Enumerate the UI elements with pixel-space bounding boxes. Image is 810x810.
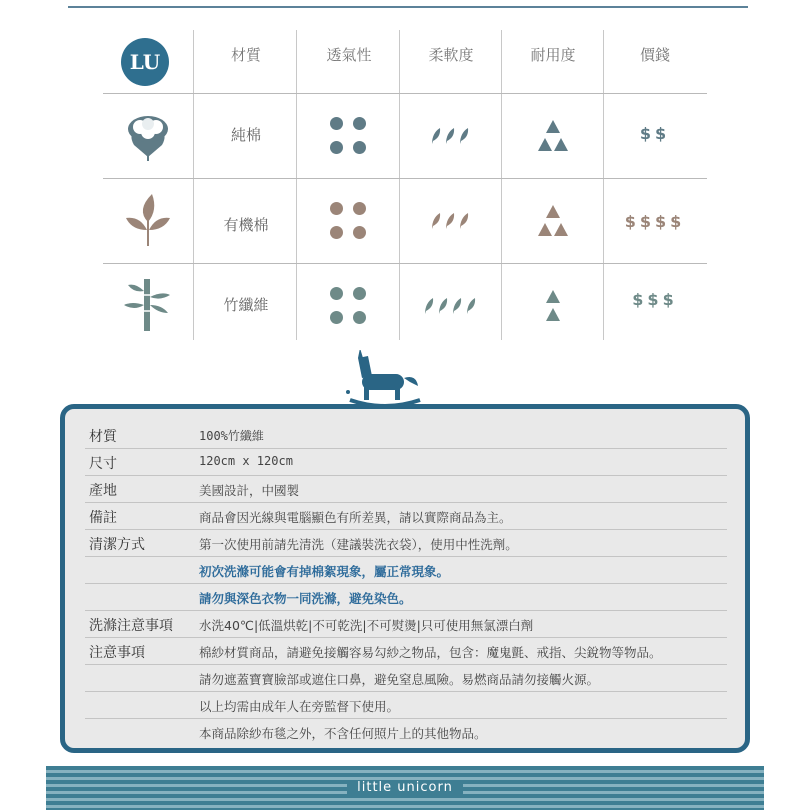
info-label: 尺寸 [89,456,117,472]
info-row-cleaning-2 [85,556,727,584]
header-softness: 柔軟度 [428,46,474,64]
brand-name: little unicorn [347,780,463,795]
info-row-caution [85,637,727,665]
info-value: 120cm x 120cm [199,454,293,468]
info-label: 備註 [89,510,117,526]
breathability-dot [330,311,343,324]
breathability-dot [353,141,366,154]
price-bamboo: $$$ [632,290,678,309]
breathability-rating [296,178,399,263]
info-label: 注意事項 [89,645,145,661]
softness-rating [399,178,502,263]
info-row-caution-3 [85,691,727,719]
brand-footer [46,780,764,795]
info-value: 水洗40℃|低溫烘乾|不可乾洗|不可熨燙|只可使用無氯漂白劑 [199,618,534,633]
info-value: 第一次使用前請先清洗（建議裝洗衣袋），使用中性洗劑。 [199,537,518,552]
feather-icon [458,127,470,145]
info-value: 請勿與深色衣物一同洗滌，避免染色。 [199,591,412,606]
info-value: 100%竹纖維 [199,429,264,443]
durability-rating [501,263,604,348]
product-info-panel [60,404,750,753]
rocking-horse-unicorn-icon [340,350,430,410]
footer-stripes [46,766,764,810]
info-value: 初次洗滌可能會有掉棉絮現象，屬正常現象。 [199,564,450,579]
feather-icon [437,297,449,315]
feather-icon [465,297,477,315]
price-organic-cotton: $$$$ [624,212,686,231]
comparison-table [103,30,707,340]
info-row-note [85,502,727,530]
triangle-icons [533,288,573,324]
breathability-dot [353,202,366,215]
price-cotton: $$ [639,124,671,143]
softness-rating [399,93,502,178]
triangle-icons [533,118,573,154]
breathability-dot [330,226,343,239]
material-cotton: 純棉 [230,126,261,144]
breathability-rating [296,93,399,178]
info-row-origin [85,475,727,503]
info-row-cleaning-3 [85,583,727,611]
info-value: 以上均需由成年人在旁監督下使用。 [199,699,400,714]
info-label: 洗滌注意事項 [89,618,173,634]
feather-icon [444,127,456,145]
lu-logo: LU [121,38,169,86]
info-value: 美國設計，中國製 [199,483,300,498]
triangle-icons [533,203,573,239]
info-row-cleaning [85,529,727,557]
material-organic-cotton: 有機棉 [223,216,269,234]
feather-icon [444,212,456,230]
header-material: 材質 [230,46,261,64]
breathability-dot [330,202,343,215]
info-row-caution-2 [85,664,727,692]
breathability-rating [296,263,399,348]
breathability-dot [330,141,343,154]
breathability-dot [330,117,343,130]
info-value: 商品會因光線與電腦顯色有所差異，請以實際商品為主。 [199,510,512,525]
leaf-icon [113,185,183,255]
header-price: 價錢 [639,46,670,64]
info-label: 產地 [89,483,117,499]
header-durability: 耐用度 [530,46,576,64]
cotton-flower-icon [113,100,183,170]
breathability-dot [353,311,366,324]
info-row-wash [85,610,727,638]
breathability-dot [330,287,343,300]
feather-icon [423,297,435,315]
info-value: 本商品除紗布毯之外，不含任何照片上的其他物品。 [199,726,487,741]
info-row-size [85,448,727,476]
info-value: 棉紗材質商品，請避免接觸容易勾紗之物品，包含：魔鬼氈、戒指、尖銳物等物品。 [199,645,662,660]
feather-icon [430,127,442,145]
breathability-dot [353,117,366,130]
info-value: 請勿遮蓋寶寶臉部或遮住口鼻，避免窒息風險。易燃商品請勿接觸火源。 [199,672,600,687]
header-breathability: 透氣性 [326,46,372,64]
breathability-dot [353,287,366,300]
durability-rating [501,93,604,178]
feather-icon [458,212,470,230]
breathability-dot [353,226,366,239]
bamboo-icon [113,270,183,340]
info-label: 材質 [89,429,117,445]
durability-rating [501,178,604,263]
info-label: 清潔方式 [89,537,145,553]
info-row-caution-4 [85,718,727,745]
feather-icon [451,297,463,315]
info-row-material [85,421,727,449]
softness-rating [399,263,502,348]
feather-icon [430,212,442,230]
material-bamboo: 竹纖維 [223,296,269,314]
top-divider [68,6,748,8]
